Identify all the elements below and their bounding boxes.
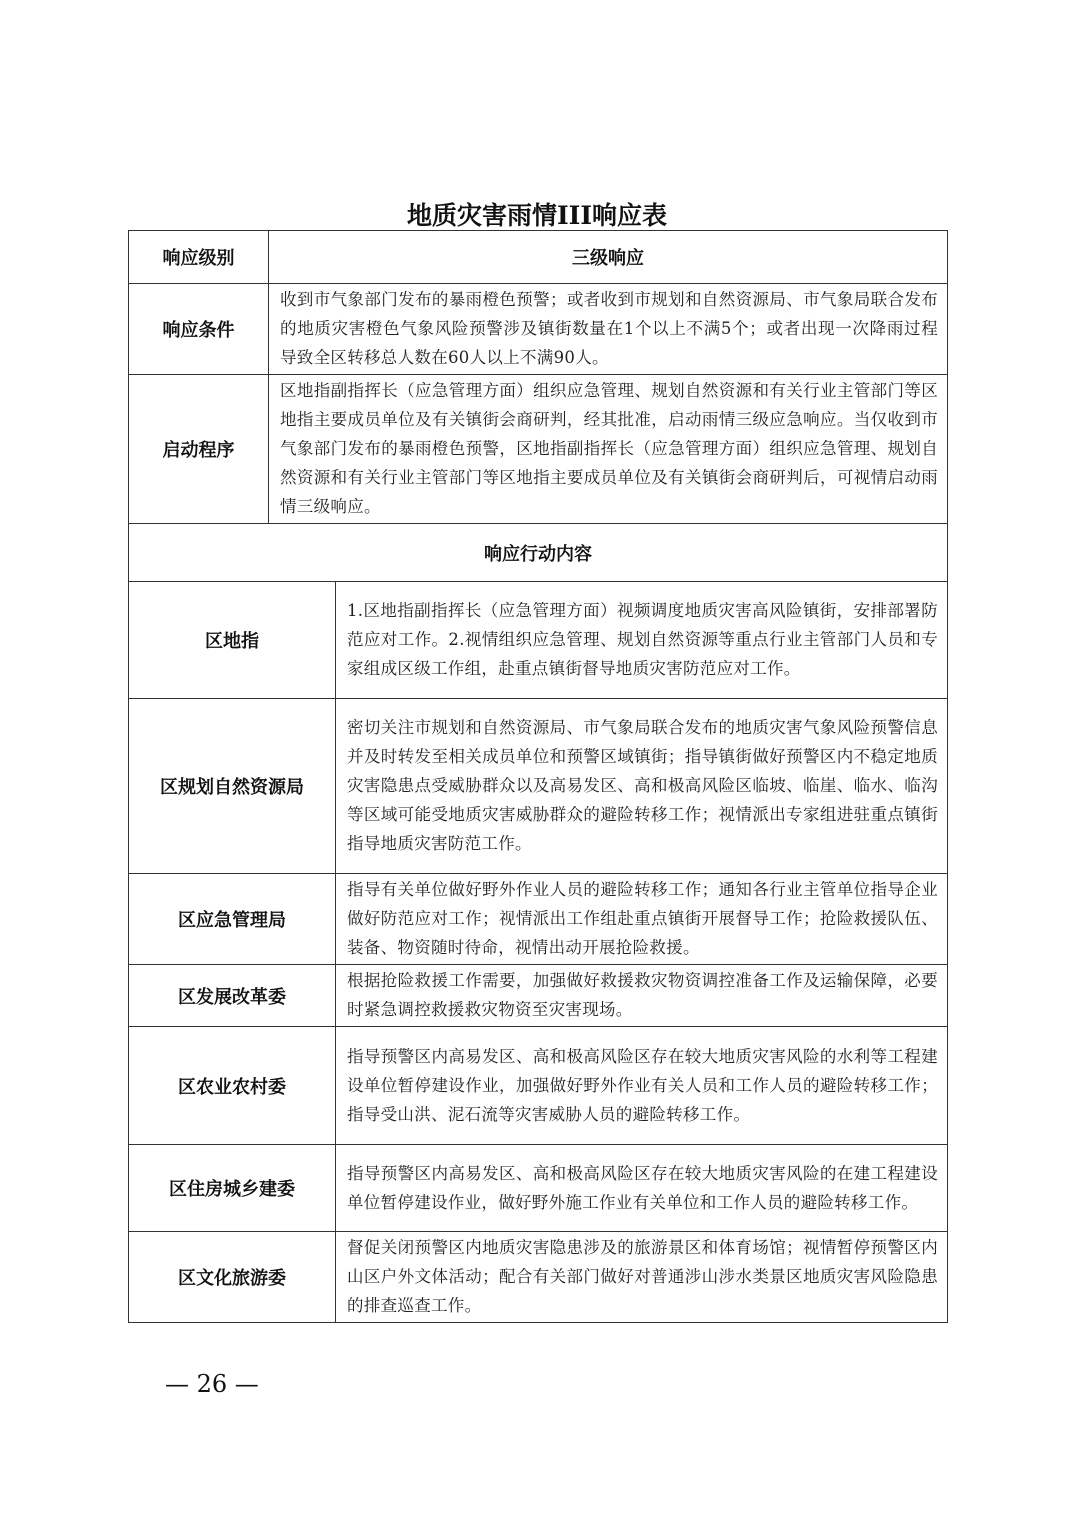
dept-action-text: 指导有关单位做好野外作业人员的避险转移工作；通知各行业主管单位指导企业做好防范应对工作；视情派出工作组赴重点镇街开展督导工作；抢险救援队伍、装备、物资随时待命，视情出动开展抢险救援。 <box>336 874 948 965</box>
table-row <box>129 965 948 1027</box>
level-label: 响应级别 <box>129 231 269 284</box>
dept-label: 区发展改革委 <box>129 965 336 1027</box>
table-row <box>129 284 948 375</box>
dept-label: 区住房城乡建委 <box>129 1145 336 1232</box>
dept-label: 区地指 <box>129 582 336 699</box>
table-row <box>129 231 948 284</box>
table-row <box>129 1027 948 1145</box>
dept-action-text: 指导预警区内高易发区、高和极高风险区存在较大地质灾害风险的水利等工程建设单位暂停建设作业，加强做好野外作业有关人员和工作人员的避险转移工作；指导受山洪、泥石流等灾害威胁人员的避险转移工作。 <box>336 1027 948 1145</box>
dept-action-text: 根据抢险救援工作需要，加强做好救援救灾物资调控准备工作及运输保障，必要时紧急调控救援救灾物资至灾害现场。 <box>336 965 948 1027</box>
page-number: — 26 — <box>165 1370 259 1398</box>
table-row <box>129 524 948 582</box>
table-row <box>129 1145 948 1232</box>
dept-action-text: 指导预警区内高易发区、高和极高风险区存在较大地质灾害风险的在建工程建设单位暂停建设作业，做好野外施工作业有关单位和工作人员的避险转移工作。 <box>336 1145 948 1232</box>
table-row <box>129 375 948 524</box>
condition-text: 收到市气象部门发布的暴雨橙色预警；或者收到市规划和自然资源局、市气象局联合发布的地质灾害橙色气象风险预警涉及镇街数量在1个以上不满5个；或者出现一次降雨过程导致全区转移总人数在60人以上不满90人。 <box>269 284 948 375</box>
dept-label: 区规划自然资源局 <box>129 699 336 874</box>
procedure-text: 区地指副指挥长（应急管理方面）组织应急管理、规划自然资源和有关行业主管部门等区地指主要成员单位及有关镇街会商研判，经其批准，启动雨情三级应急响应。当仅收到市气象部门发布的暴雨橙色预警，区地指副指挥长（应急管理方面）组织应急管理、规划自然资源和有关行业主管部门等区地指主要成员单位及有关镇街会商研判后，可视情启动雨情三级响应。 <box>269 375 948 524</box>
table-row <box>129 874 948 965</box>
procedure-label: 启动程序 <box>129 375 269 524</box>
page-title: 地质灾害雨情III响应表 <box>406 201 668 230</box>
level-value: 三级响应 <box>269 231 948 284</box>
dept-action-text: 督促关闭预警区内地质灾害隐患涉及的旅游景区和体育场馆；视情暂停预警区内山区户外文体活动；配合有关部门做好对普通涉山涉水类景区地质灾害风险隐患的排查巡查工作。 <box>336 1232 948 1323</box>
dept-label: 区农业农村委 <box>129 1027 336 1145</box>
dept-label: 区文化旅游委 <box>129 1232 336 1323</box>
dept-action-text: 1.区地指副指挥长（应急管理方面）视频调度地质灾害高风险镇街，安排部署防范应对工作。2.视情组织应急管理、规划自然资源等重点行业主管部门人员和专家组成区级工作组，赴重点镇街督导地质灾害防范应对工作。 <box>336 582 948 699</box>
table-row <box>129 699 948 874</box>
dept-label: 区应急管理局 <box>129 874 336 965</box>
table-row <box>129 582 948 699</box>
dept-action-text: 密切关注市规划和自然资源局、市气象局联合发布的地质灾害气象风险预警信息并及时转发至相关成员单位和预警区域镇街；指导镇街做好预警区内不稳定地质灾害隐患点受威胁群众以及高易发区、高和极高风险区临坡、临崖、临水、临沟等区域可能受地质灾害威胁群众的避险转移工作；视情派出专家组进驻重点镇街指导地质灾害防范工作。 <box>336 699 948 874</box>
actions-heading: 响应行动内容 <box>129 524 948 582</box>
response-table <box>128 230 948 1323</box>
condition-label: 响应条件 <box>129 284 269 375</box>
table-row <box>129 1232 948 1323</box>
